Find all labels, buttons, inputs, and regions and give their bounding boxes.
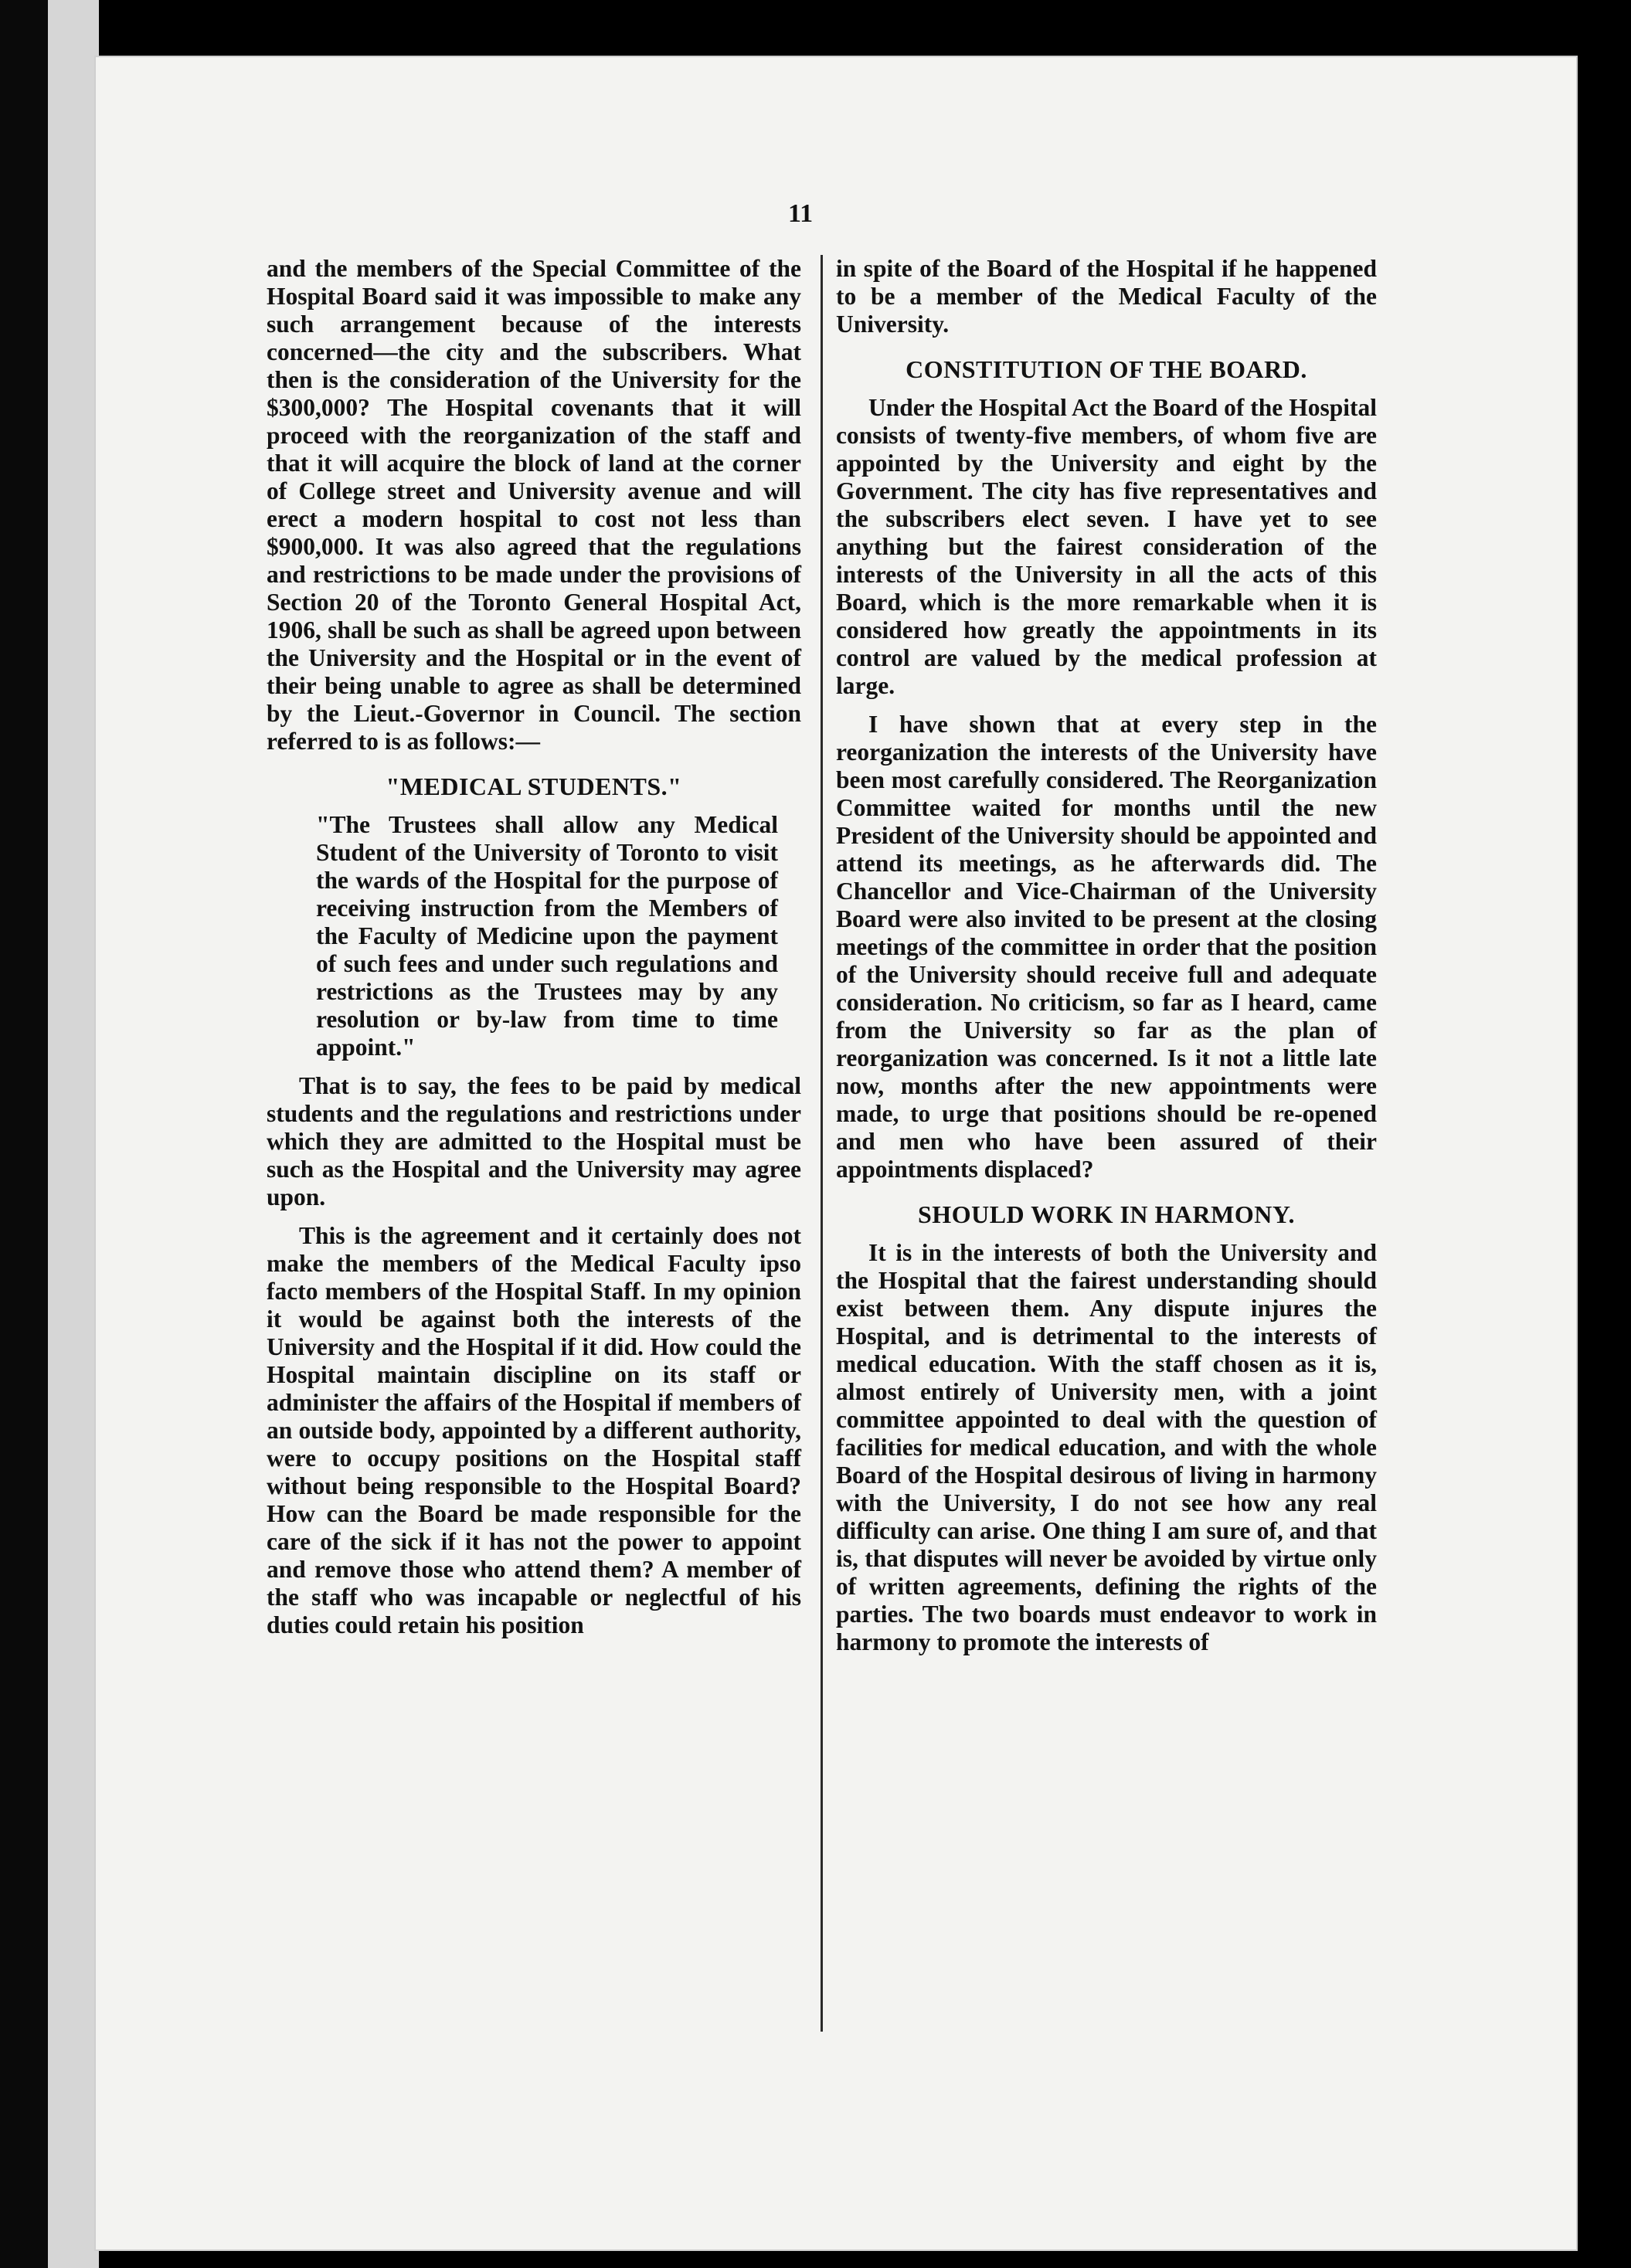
right-paragraph-2: Under the Hospital Act the Board of the Hospital consists of twenty-five members, of whom five are appointed by the University and eight by the Government. The city has five representatives and the subscribers elect seven. I have yet to see anything but the fairest consideration of the interests of the University in all the acts of this Board, which is the more remarkable when it is considered how greatly the appointments in its control are valued by the medical profession at large. (836, 394, 1377, 699)
quoted-section-text: "The Trustees shall allow any Medical Student of the University of Toronto to visit the wards of the Hospital for the purpose of receiving instruction from the Members of the Faculty of Medicine upon the payment of such fees and under such regulations and restrictions as the Trustees may by any resolution or by-law from time to time appoint." (316, 811, 778, 1061)
facing-page-edge (48, 0, 99, 2268)
left-column (267, 255, 801, 1639)
right-column (836, 255, 1377, 1656)
page-number: 11 (788, 199, 814, 228)
left-paragraph-3: This is the agreement and it certainly does not make the members of the Medical Faculty ipso facto members of the Hospital Staff. In my opinion it would be against both the interests of the University and the Hospital if it did. How could the Hospital maintain discipline on its staff or administer the affairs of the Hospital if members of an outside body, appointed by a different authority, were to occupy positions on the Hospital staff without being responsible to the Hospital Board? How can the Board be made responsible for the care of the sick if it has not the power to appoint and remove those who attend them? A member of the staff who was incapable or neglectful of his duties could retain his position (267, 1222, 801, 1638)
right-paragraph-3: I have shown that at every step in the reorganization the interests of the University have been most carefully considered. The Reorganization Committee waited for months until the new President of the University should be appointed and attend its meetings, as he afterwards did. The Chancellor and Vice-Chairman of the University Board were also invited to be present at the closing meetings of the committee in order that the position of the University should receive full and adequate consideration. No criticism, so far as I heard, came from the University so far as the plan of reorganization was concerned. Is it not a little late now, months after the new appointments were made, to urge that positions should be re-opened and men who have been assured of their appointments displaced? (836, 711, 1377, 1183)
section-heading-constitution: CONSTITUTION OF THE BOARD. (906, 355, 1307, 383)
right-paragraph-1: in spite of the Board of the Hospital if he happened to be a member of the Medical Faculty of the University. (836, 255, 1377, 338)
left-paragraph-1: and the members of the Special Committee of the Hospital Board said it was impossible to make any such arrangement because of the interests concerned—the city and the subscribers. What then is the consideration of the University for the $300,000? The Hospital covenants that it will proceed with the reorganization of the staff and that it will acquire the block of land at the corner of College street and University avenue and will erect a modern hospital to cost not less than $900,000. It was also agreed that the regulations and restrictions to be made under the provisions of Section 20 of the Toronto General Hospital Act, 1906, shall be such as shall be agreed upon between the University and the Hospital or in the event of their being unable to agree as shall be determined by the Lieut.-Governor in Council. The section referred to is as follows:— (267, 255, 801, 755)
section-heading-harmony: SHOULD WORK IN HARMONY. (918, 1200, 1295, 1228)
scan-border (0, 0, 48, 2268)
right-paragraph-4: It is in the interests of both the University and the Hospital that the fairest understanding should exist between them. Any dispute injures the Hospital, and is detrimental to the interests of medical education. With the staff chosen as it is, almost entirely of University men, with a joint committee appointed to deal with the question of facilities for medical education, and with the whole Board of the Hospital desirous of living in harmony with the University, I do not see how any real difficulty can arise. One thing I am sure of, and that is, that disputes will never be avoided by virtue only of written agreements, defining the rights of the parties. The two boards must endeavor to work in harmony to promote the interests of (836, 1239, 1377, 1655)
section-heading-medical-students: "MEDICAL STUDENTS." (386, 772, 682, 800)
column-divider (821, 255, 823, 2032)
left-paragraph-2: That is to say, the fees to be paid by medical students and the regulations and restrictions under which they are admitted to the Hospital must be such as the Hospital and the University may agree upon. (267, 1072, 801, 1210)
